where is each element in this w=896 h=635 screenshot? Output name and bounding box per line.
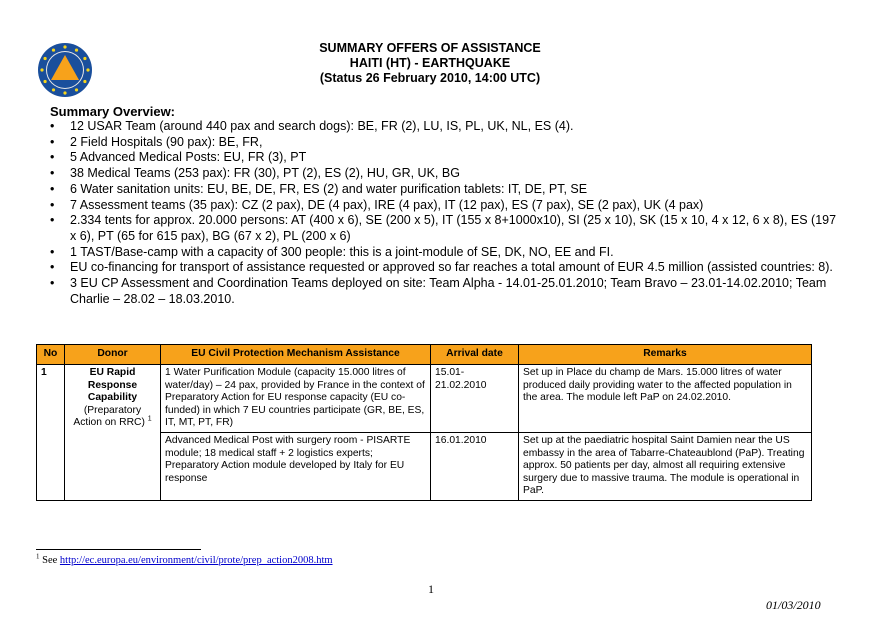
list-item: • 1 TAST/Base-camp with a capacity of 300 people: this is a joint-module of SE, DK, NO, EE and FI. xyxy=(50,244,614,259)
star-icon xyxy=(83,57,86,60)
column-header-arrival: Arrival date xyxy=(431,345,519,365)
bullet-icon: • xyxy=(50,166,55,181)
bullet-icon: • xyxy=(50,150,55,165)
star-icon xyxy=(86,68,89,71)
star-icon xyxy=(63,91,66,94)
arrival-cell: 16.01.2010 xyxy=(431,432,519,500)
table-header-row xyxy=(37,345,812,365)
list-item: • 12 USAR Team (around 440 pax and search dogs): BE, FR (2), LU, IS, PL, UK, NL, ES (4). xyxy=(50,119,574,133)
list-item: • 5 Advanced Medical Posts: EU, FR (3), PT xyxy=(50,150,307,165)
footnote-mark: 1 xyxy=(147,415,152,423)
star-icon xyxy=(75,88,78,91)
bullet-icon: • xyxy=(50,197,55,212)
list-item: • 6 Water sanitation units: EU, BE, DE, FR, ES (2) and water purification tablets: IT, DE, PT, SE xyxy=(50,181,588,196)
document-header xyxy=(250,41,610,86)
star-icon xyxy=(63,45,66,48)
column-header-donor: Donor xyxy=(65,345,161,365)
donor-cell xyxy=(65,365,161,501)
column-header-assistance: EU Civil Protection Mechanism Assistance xyxy=(161,345,431,365)
donor-note: (Preparatory Action on RRC) $^1$ xyxy=(73,404,152,429)
row-number: 1 xyxy=(37,365,65,501)
column-header-remarks: Remarks xyxy=(519,345,812,365)
bullet-icon: • xyxy=(50,213,55,228)
overview-list xyxy=(50,119,840,307)
star-icon xyxy=(40,68,43,71)
list-item: • 2.334 tents for approx. 20.000 persons: AT (400 x 6), SE (200 x 5), IT (155 x 8+1000x10), SI (25 x 10), SK (15 x 10, 4 x 12, 6 x 8), ES (197 x 6), PT (65 for 615 pax), BG (67 x 2), PL (200 x 6) xyxy=(50,213,837,243)
footnote-number: 1 xyxy=(36,552,40,561)
header-subtitle: HAITI (HT) - EARTHQUAKE xyxy=(349,56,511,70)
footnote xyxy=(36,552,333,566)
list-item: • 2 Field Hospitals (90 pax): BE, FR, xyxy=(50,134,263,149)
star-icon xyxy=(43,80,46,83)
assistance-table xyxy=(36,344,812,501)
assistance-cell: 1 Water Purification Module (capacity 15.000 litres of water/day) – 24 pax, provided by France in the context of Preparatory Action for EU response capacity (EU co-funded) in which 7 EU countries participate (GR, BE, ES, IT, MT, PT, FR) xyxy=(161,365,431,433)
star-icon xyxy=(43,57,46,60)
bullet-icon: • xyxy=(50,244,55,259)
remarks-cell: Set up at the paediatric hospital Saint Damien near the US embassy in the area of Tabarre-Chateaublond (PaP). Treating approx. 50 patients per day, almost all requiring extensive surgery due to massive trauma. The module is operational in PaP. xyxy=(519,432,812,500)
bullet-icon: • xyxy=(50,276,55,291)
column-header-no: No xyxy=(37,345,65,365)
eu-civil-protection-logo xyxy=(37,42,93,98)
overview-title: Summary Overview: xyxy=(50,104,176,119)
header-status: (Status 26 February 2010, 14:00 UTC) xyxy=(319,71,541,85)
donor-name: EU Rapid Response Capability xyxy=(87,367,138,404)
footnote-prefix: See xyxy=(42,555,58,566)
table-row xyxy=(37,365,812,433)
star-icon xyxy=(83,80,86,83)
header-title: SUMMARY OFFERS OF ASSISTANCE xyxy=(319,41,541,55)
star-icon xyxy=(75,48,78,51)
bullet-icon: • xyxy=(50,119,55,133)
star-icon xyxy=(52,48,55,51)
assistance-cell: Advanced Medical Post with surgery room - PISARTE module; 18 medical staff + 2 logistics experts; Preparatory Action module developed by Italy for EU response xyxy=(161,432,431,500)
star-icon xyxy=(52,88,55,91)
list-item: • 3 EU CP Assessment and Coordination Teams deployed on site: Team Alpha - 14.01-25.01.2010; Team Bravo – 23.01-14.02.2010; Team Charlie – 28.02 – 18.03.2010. xyxy=(50,276,827,306)
page-number: 1 xyxy=(428,582,434,596)
bullet-icon: • xyxy=(50,134,55,149)
remarks-cell: Set up in Place du champ de Mars. 15.000 litres of water produced daily providing water to the affected population in the area. The module left PaP on 24.02.2010. xyxy=(519,365,812,433)
bullet-icon: • xyxy=(50,181,55,196)
footnote-divider xyxy=(36,549,201,550)
footnote-link[interactable]: http://ec.europa.eu/environment/civil/prote/prep_action2008.htm xyxy=(59,555,333,566)
list-item: • 38 Medical Teams (253 pax): FR (30), PT (2), ES (2), HU, GR, UK, BG xyxy=(50,166,460,181)
list-item: • 7 Assessment teams (35 pax): CZ (2 pax), DE (4 pax), IRE (4 pax), IT (12 pax), ES (7 pax), SE (2 pax), UK (4 pax) xyxy=(50,197,704,212)
bullet-icon: • xyxy=(50,260,55,275)
document-date: 01/03/2010 xyxy=(766,598,821,612)
arrival-cell: 15.01-21.02.2010 xyxy=(431,365,519,433)
list-item: • EU co-financing for transport of assistance requested or approved so far reaches a total amount of EUR 4.5 million (assisted countries: 8). xyxy=(50,260,833,275)
